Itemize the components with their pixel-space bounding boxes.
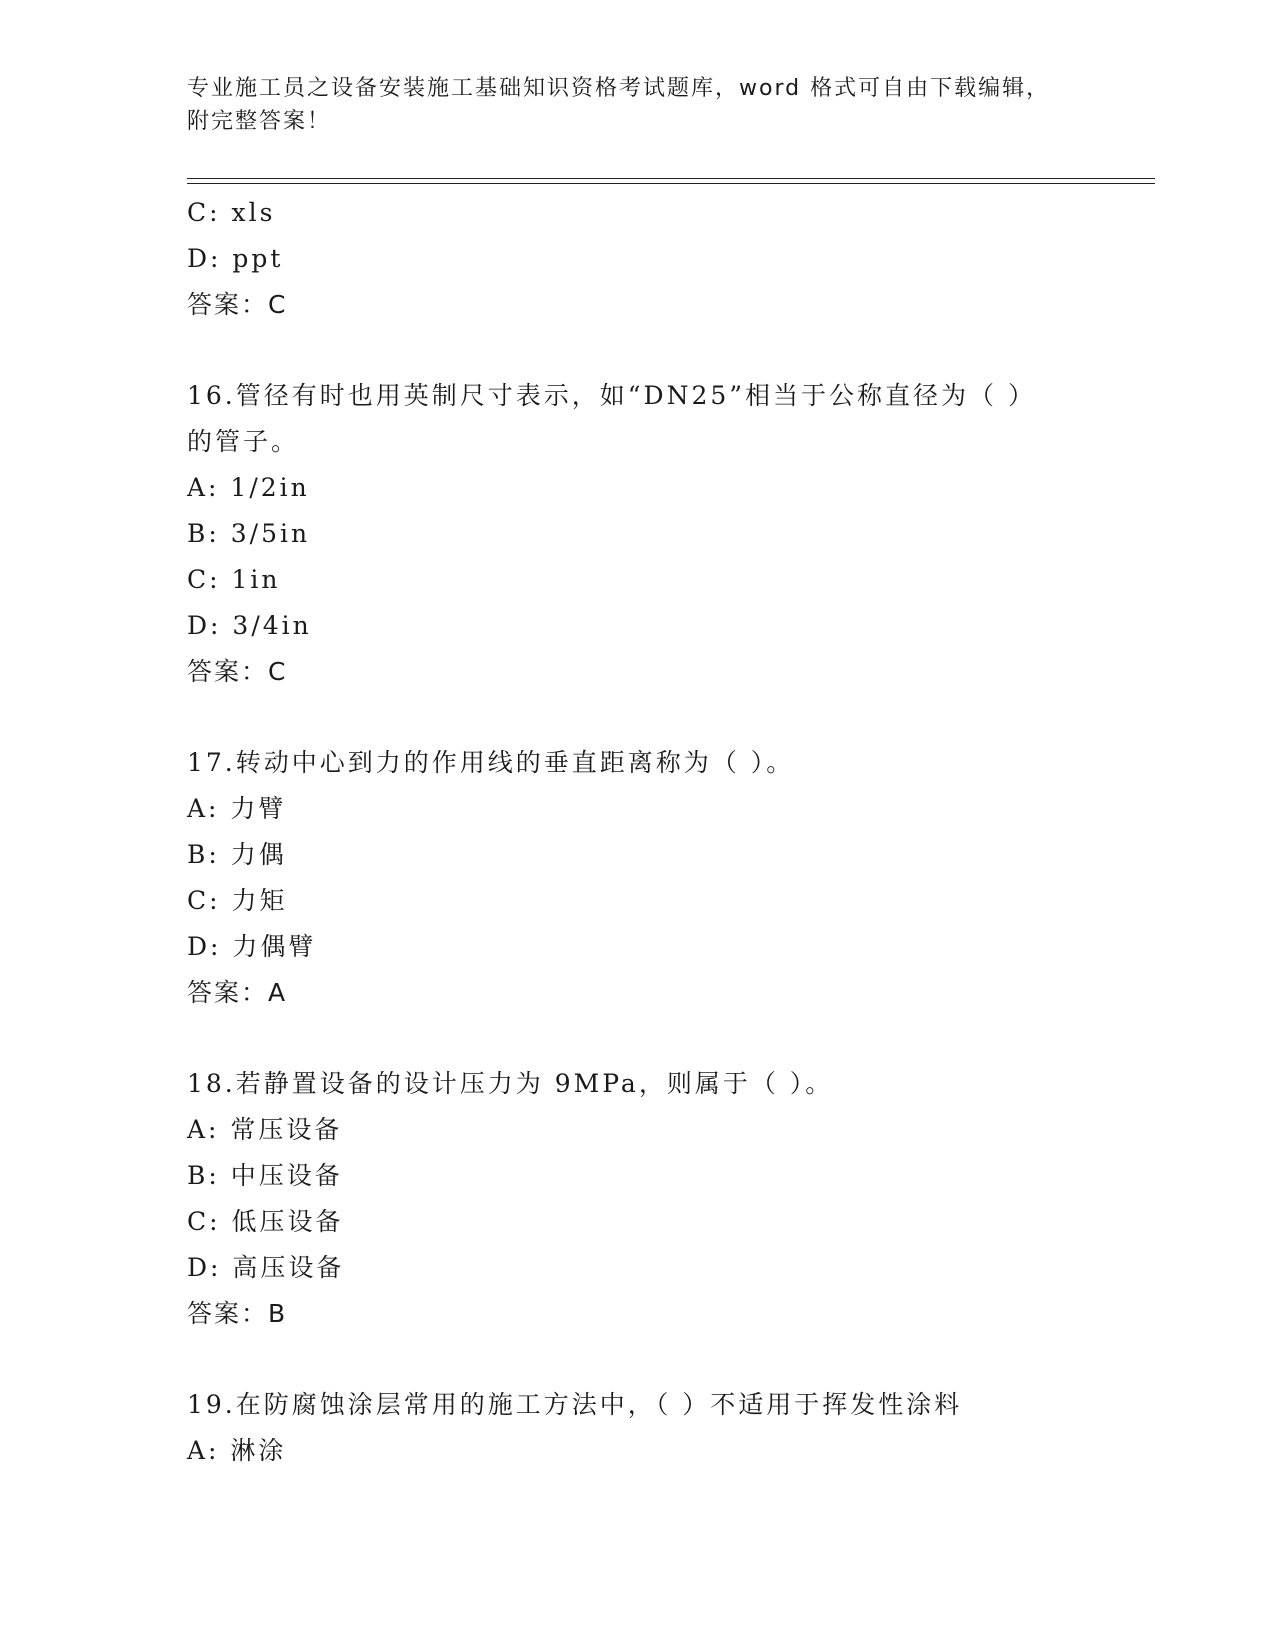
document-header bbox=[187, 72, 1087, 138]
option-d: D: 3/4in bbox=[187, 611, 312, 640]
answer: 答案：B bbox=[187, 1299, 288, 1328]
question-stem-continued: 的管子。 bbox=[187, 427, 300, 456]
question-gap bbox=[187, 328, 1155, 373]
question-17 bbox=[187, 740, 1155, 1016]
option-c: C: 1in bbox=[187, 565, 281, 594]
question-stem: 18.若静置设备的设计压力为 9MPa，则属于（ ）。 bbox=[187, 1069, 834, 1098]
option-b: B: 3/5in bbox=[187, 519, 311, 548]
option-d: D: 高压设备 bbox=[187, 1253, 345, 1282]
question-15 bbox=[187, 190, 1155, 328]
question-16 bbox=[187, 373, 1155, 695]
answer: 答案：C bbox=[187, 290, 288, 319]
question-stem: 19.在防腐蚀涂层常用的施工方法中，（ ）不适用于挥发性涂料 bbox=[187, 1390, 963, 1419]
option-d: D: ppt bbox=[187, 244, 284, 273]
option-b: B: 力偶 bbox=[187, 840, 287, 869]
question-gap bbox=[187, 1337, 1155, 1382]
option-c: C: xls bbox=[187, 198, 276, 227]
question-stem: 17.转动中心到力的作用线的垂直距离称为（ ）。 bbox=[187, 748, 795, 777]
option-a: A: 1/2in bbox=[187, 473, 310, 502]
header-line-1: 专业施工员之设备安装施工基础知识资格考试题库，word 格式可自由下载编辑， bbox=[187, 76, 1051, 101]
answer: 答案：A bbox=[187, 978, 288, 1007]
option-d: D: 力偶臂 bbox=[187, 932, 317, 961]
header-divider-bottom bbox=[187, 183, 1155, 184]
option-c: C: 低压设备 bbox=[187, 1207, 344, 1236]
question-gap bbox=[187, 695, 1155, 740]
option-c: C: 力矩 bbox=[187, 886, 288, 915]
option-a: A: 常压设备 bbox=[187, 1115, 343, 1144]
question-19 bbox=[187, 1382, 1155, 1474]
question-18 bbox=[187, 1061, 1155, 1337]
header-divider-top bbox=[187, 178, 1155, 179]
option-b: B: 中压设备 bbox=[187, 1161, 343, 1190]
question-list bbox=[187, 190, 1155, 1474]
header-line-2: 附完整答案！ bbox=[187, 109, 332, 134]
option-a: A: 淋涂 bbox=[187, 1436, 287, 1465]
option-a: A: 力臂 bbox=[187, 794, 287, 823]
answer: 答案：C bbox=[187, 657, 288, 686]
question-gap bbox=[187, 1016, 1155, 1061]
question-stem: 16.管径有时也用英制尺寸表示，如“DN25”相当于公称直径为（ ） bbox=[187, 381, 1036, 410]
